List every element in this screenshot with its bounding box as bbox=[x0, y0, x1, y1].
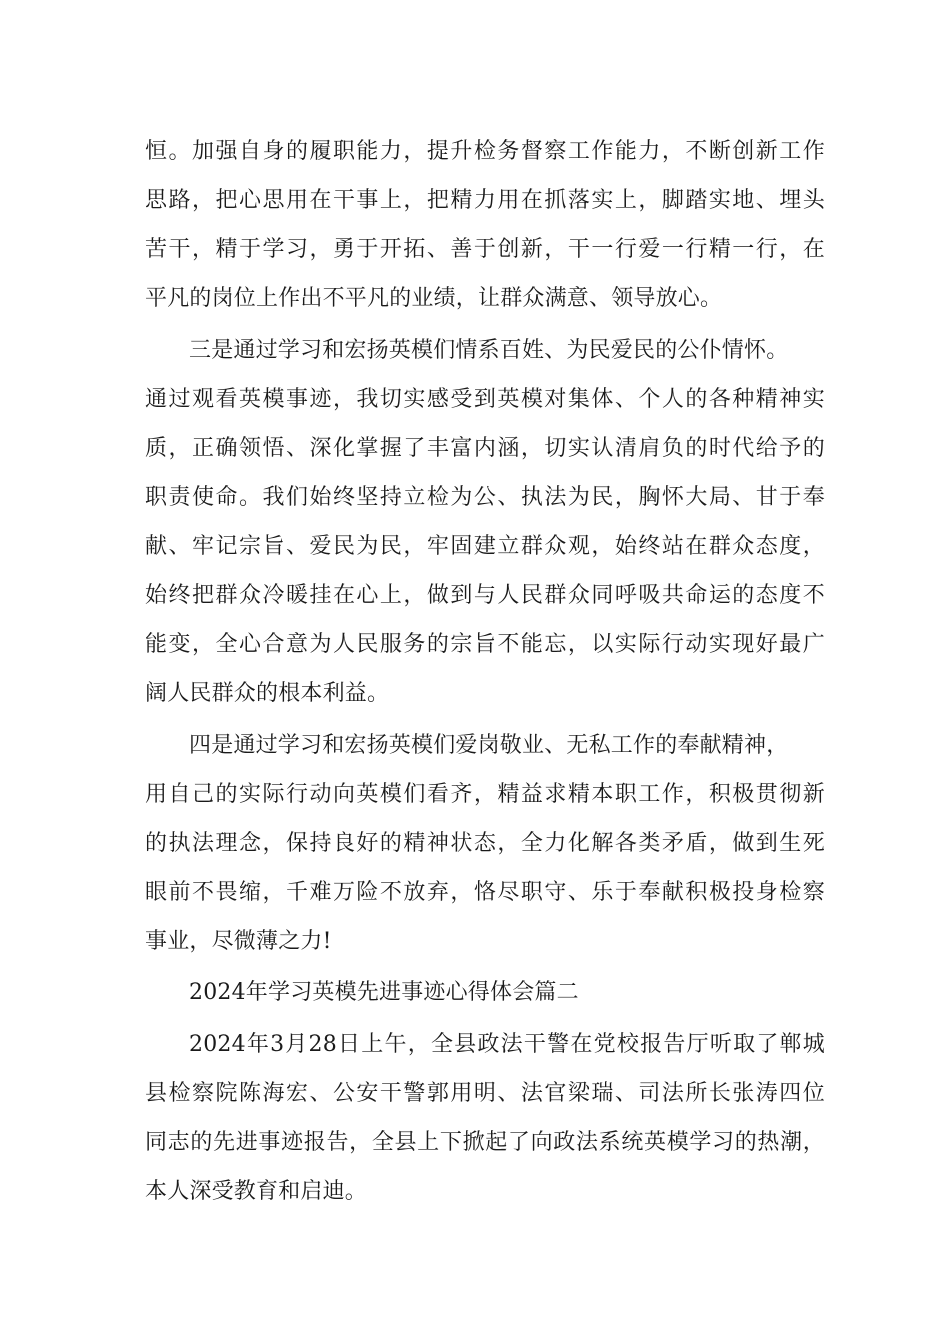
text-line: 用自己的实际行动向英模们看齐，精益求精本职工作，积极贯彻新 bbox=[145, 782, 825, 807]
text-line: 献、牢记宗旨、爱民为民，牢固建立群众观，始终站在群众态度， bbox=[145, 534, 825, 559]
text-line: 思路，把心思用在干事上，把精力用在抓落实上，脚踏实地、埋头 bbox=[145, 188, 825, 213]
text-line: 的执法理念，保持良好的精神状态，全力化解各类矛盾，做到生死 bbox=[145, 831, 825, 856]
text-line: 平凡的岗位上作出不平凡的业绩，让群众满意、领导放心。 bbox=[145, 286, 723, 311]
text-line: 县检察院陈海宏、公安干警郭用明、法官梁瑞、司法所长张涛四位 bbox=[145, 1081, 825, 1106]
text-line: 同志的先进事迹报告，全县上下掀起了向政法系统英模学习的热潮， bbox=[145, 1130, 825, 1155]
text-line: 恒。加强自身的履职能力，提升检务督察工作能力，不断创新工作 bbox=[145, 139, 825, 164]
text-line: 本人深受教育和启迪。 bbox=[145, 1179, 368, 1204]
paragraph-heading: 四是通过学习和宏扬英模们爱岗敬业、无私工作的奉献精神， bbox=[189, 733, 789, 758]
text-line: 事业，尽微薄之力! bbox=[145, 929, 332, 954]
text-line: 2024年3月28日上午，全县政法干警在党校报告厅听取了郸城 bbox=[189, 1032, 825, 1057]
text-line: 通过观看英模事迹，我切实感受到英模对集体、个人的各种精神实 bbox=[145, 387, 825, 412]
text-line: 阔人民群众的根本利益。 bbox=[145, 681, 390, 706]
text-line: 能变，全心合意为人民服务的宗旨不能忘，以实际行动实现好最广 bbox=[145, 632, 825, 657]
text-line: 始终把群众冷暖挂在心上，做到与人民群众同呼吸共命运的态度不 bbox=[145, 583, 825, 608]
text-line: 质，正确领悟、深化掌握了丰富内涵，切实认清肩负的时代给予的 bbox=[145, 436, 825, 461]
text-line: 职责使命。我们始终坚持立检为公、执法为民，胸怀大局、甘于奉 bbox=[145, 485, 825, 510]
section-title: 2024年学习英模先进事迹心得体会篇二 bbox=[189, 980, 579, 1005]
text-line: 苦干，精于学习，勇于开拓、善于创新，干一行爱一行精一行，在 bbox=[145, 237, 825, 262]
text-line: 眼前不畏缩，千难万险不放弃，恪尽职守、乐于奉献积极投身检察 bbox=[145, 880, 825, 905]
paragraph-heading: 三是通过学习和宏扬英模们情系百姓、为民爱民的公仆情怀。 bbox=[189, 338, 789, 363]
